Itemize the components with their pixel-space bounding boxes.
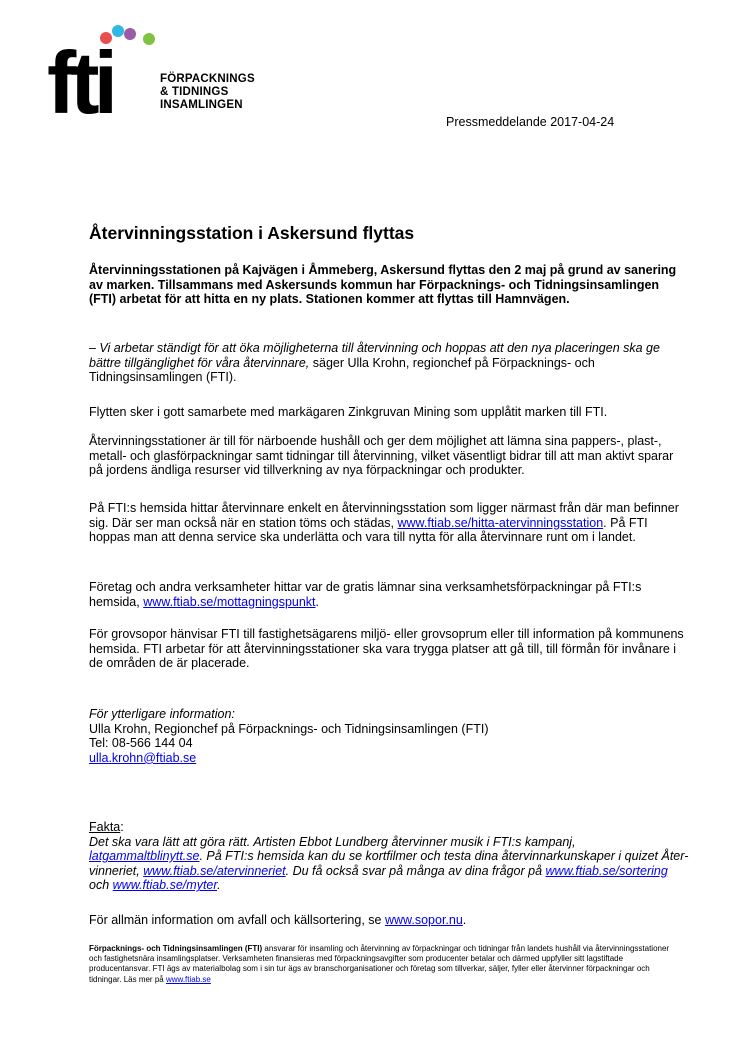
logo-letters: fti [47, 33, 113, 122]
contact-name: Ulla Krohn, Regionchef på Förpacknings- och Tidningsinsamlingen (FTI) [89, 721, 489, 736]
fakta-text-5: . [217, 878, 221, 893]
page-title: Återvinningsstation i Askersund flyttas [89, 223, 415, 243]
quote-text: – Vi arbetar ständigt för att öka möjligheterna till återvinning och hoppas att den nya placeringen ska ge bättre tillgänglighet för våra återvinnare, [89, 341, 660, 370]
fakta-text-3: . Du få också svar på många av dina frågor på [285, 863, 546, 878]
business-text-1: Företag och andra verksamheter hittar var de gratis lämnar sina verksamhetsförpackningar på FTI:s hemsida, [89, 580, 642, 609]
myter-link[interactable]: www.ftiab.se/myter [112, 878, 218, 893]
quote-attribution: säger Ulla Krohn, regionchef på Förpacknings- och Tidningsinsamlingen (FTI). [89, 355, 595, 385]
business-paragraph [89, 580, 689, 609]
quote-paragraph [89, 341, 689, 385]
fakta-text-4: och [89, 878, 113, 893]
stations-paragraph: Återvinningsstationer är till för närboende hushåll och ger dem möjlighet att lämna sina pappers-, plast-, metall- och glasförpackningar samt tidningar till återvinning, vilket väsentligt bidrar till att man aktivt sparar på jordens ändliga resurser vid tillverkning av nya förpackningar och produkter. [89, 434, 674, 478]
move-paragraph: Flytten sker i gott samarbete med markägaren Zinkgruvan Mining som upplåtit marken till FTI. [89, 405, 608, 419]
logo-dot-purple [124, 28, 136, 40]
footer-text: ansvarar för insamling och återvinning av förpackningar och tidningar från landets hushåll via återvinningsstationer och fastighetsnära insamlingsplatser. Verksamheten finansieras med förpackningsavgifter som producenter betalar och därmed uppfyller sitt lagstiftade producentansvar. FTI ägs av materialbolag som i sin tur ägs av branschorganisationer och företag som tillverkar, säljer, fyller eller återvinner förpackningar och tidningar. Läs mer på [89, 944, 670, 984]
website-text-1: På FTI:s hemsida hittar återvinnare enkelt en återvinningsstation som ligger närmast från där man befinner sig. Där ser man också när en station töms och städas, [89, 501, 679, 530]
business-text-2: . [315, 594, 320, 609]
lead-paragraph: Återvinningsstationen på Kajvägen i Åmmeberg, Askersund flyttas den 2 maj på grund av sanering av marken. Tillsammans med Askersunds kommun har Förpacknings- och Tidningsinsamlingen (FTI) arbetat för att hitta en ny plats. Stationen kommer att flyttas till Hamnvägen. [89, 263, 677, 307]
fakta-colon: : [120, 820, 124, 834]
hitta-atervinningsstation-link[interactable]: www.ftiab.se/hitta-atervinningsstation [397, 515, 604, 530]
logo-line-2: & TIDNINGS [160, 86, 229, 98]
bulky-waste-paragraph: För grovsopor hänvisar FTI till fastighetsägarens miljö- eller grovsoprum eller till information på kommunens hemsida. FTI arbetar för att återvinningsstationer ska vara trygga platser att gå till, till förmån för invånare i de områden de är placerade. [89, 627, 684, 671]
logo-line-3: INSAMLINGEN [160, 99, 243, 111]
latgammaltblinytt-link[interactable]: latgammaltblinytt.se [89, 849, 200, 864]
general-info-end: . [462, 913, 467, 927]
contact-heading: För ytterligare information: [89, 707, 235, 721]
logo-dot-green [143, 33, 155, 45]
contact-phone: Tel: 08-566 144 04 [89, 736, 193, 751]
fakta-block [89, 820, 689, 893]
fakta-text [89, 835, 689, 893]
logo-dot-cyan [112, 25, 124, 37]
footer-boilerplate [89, 944, 681, 985]
contact-block [89, 707, 689, 765]
footer-ftiab-link[interactable]: www.ftiab.se [165, 974, 211, 984]
logo-wordmark [160, 73, 255, 112]
contact-email-link[interactable]: ulla.krohn@ftiab.se [89, 750, 197, 765]
logo-line-1: FÖRPACKNINGS [160, 73, 255, 85]
mottagningspunkt-link[interactable]: www.ftiab.se/mottagningspunkt [143, 594, 316, 609]
fakta-text-2: . På FTI:s hemsida kan du se kortfilmer och testa dina återvinnarkunskaper i quizet Åter-vinneriet, [89, 849, 689, 878]
fakta-text-1: Det ska vara lätt att göra rätt. Artisten Ebbot Lundberg återvinner musik i FTI:s kampanj, [89, 834, 576, 849]
website-paragraph [89, 501, 689, 545]
sortering-link[interactable]: www.ftiab.se/sortering [545, 863, 668, 878]
atervinneriet-link[interactable]: www.ftiab.se/atervinneriet [143, 863, 286, 878]
fakta-label: Fakta [89, 820, 121, 834]
general-info-paragraph [89, 913, 689, 928]
press-release-date: Pressmeddelande 2017-04-24 [446, 115, 615, 129]
website-text-2: . På FTI hoppas man att denna service ska underlätta och vara till nytta för alla återvinnare runt om i landet. [89, 515, 648, 545]
general-info-text: För allmän information om avfall och källsortering, se [89, 913, 385, 927]
sopor-link[interactable]: www.sopor.nu [384, 913, 463, 927]
footer-org-name: Förpacknings- och Tidningsinsamlingen (FTI) [89, 944, 263, 953]
